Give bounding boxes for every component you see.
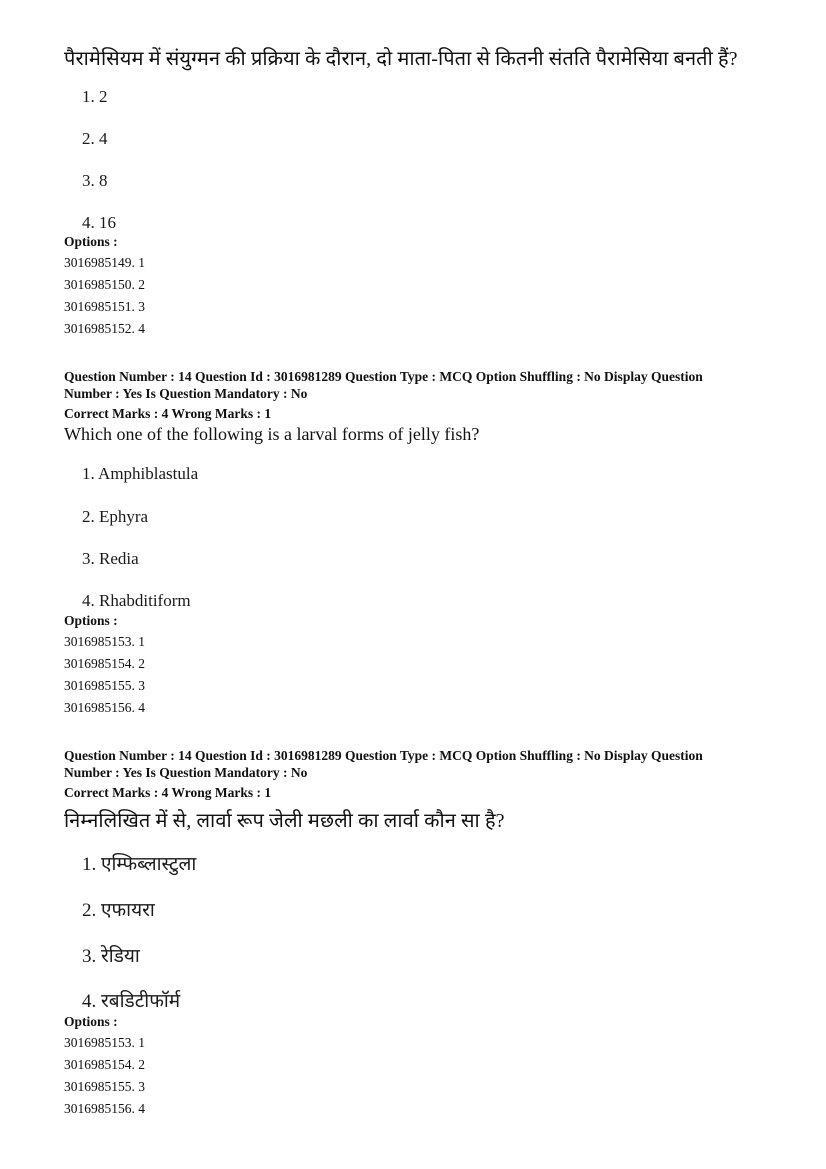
option-id-row: 3016985153. 1 [64, 634, 145, 649]
choice-1: 1. Amphiblastula [82, 464, 199, 483]
option-id-row: 3016985151. 3 [64, 299, 145, 314]
option-id-row: 3016985156. 4 [64, 700, 145, 715]
choice-4: 4. 16 [82, 213, 116, 232]
option-id-row: 3016985153. 1 [64, 1035, 145, 1050]
options-label: Options : [64, 1014, 118, 1029]
choice-4: 4. Rhabditiform [82, 591, 191, 610]
option-id-row: 3016985156. 4 [64, 1101, 145, 1116]
option-id-row: 3016985149. 1 [64, 255, 145, 270]
question-marks: Correct Marks : 4 Wrong Marks : 1 [64, 785, 272, 800]
question-meta-line-2: Number : Yes Is Question Mandatory : No [64, 386, 308, 401]
choice-2: 2. Ephyra [82, 507, 149, 526]
option-id-row: 3016985152. 4 [64, 321, 145, 336]
choice-1: 1. एम्फिब्लास्टुला [82, 854, 197, 875]
option-id-row: 3016985150. 2 [64, 277, 145, 292]
choice-3: 3. रेडिया [82, 946, 140, 967]
choice-2: 2. एफायरा [82, 900, 155, 921]
question-meta-line-1: Question Number : 14 Question Id : 3016981289 Question Type : MCQ Option Shuffling : No Display Question [64, 748, 703, 763]
choice-2: 2. 4 [82, 129, 108, 148]
question-text-hindi-paramecium: पैरामेसियम में संयुग्मन की प्रक्रिया के दौरान, दो माता-पिता से कितनी संतति पैरामेसिया बनती हैं? [64, 48, 738, 70]
choice-1: 1. 2 [82, 87, 108, 106]
question-meta-line-1: Question Number : 14 Question Id : 3016981289 Question Type : MCQ Option Shuffling : No Display Question [64, 369, 703, 384]
option-id-row: 3016985155. 3 [64, 1079, 145, 1094]
question-text-hindi-jellyfish: निम्नलिखित में से, लार्वा रूप जेली मछली का लार्वा कौन सा है? [64, 810, 505, 832]
option-id-row: 3016985155. 3 [64, 678, 145, 693]
options-label: Options : [64, 234, 118, 249]
choice-3: 3. Redia [82, 549, 139, 568]
question-marks: Correct Marks : 4 Wrong Marks : 1 [64, 406, 272, 421]
choice-4: 4. रबडिटीफॉर्म [82, 991, 181, 1012]
question-meta-line-2: Number : Yes Is Question Mandatory : No [64, 765, 308, 780]
option-id-row: 3016985154. 2 [64, 656, 145, 671]
question-text-english: Which one of the following is a larval forms of jelly fish? [64, 424, 480, 444]
choice-3: 3. 8 [82, 171, 108, 190]
options-label: Options : [64, 613, 118, 628]
option-id-row: 3016985154. 2 [64, 1057, 145, 1072]
